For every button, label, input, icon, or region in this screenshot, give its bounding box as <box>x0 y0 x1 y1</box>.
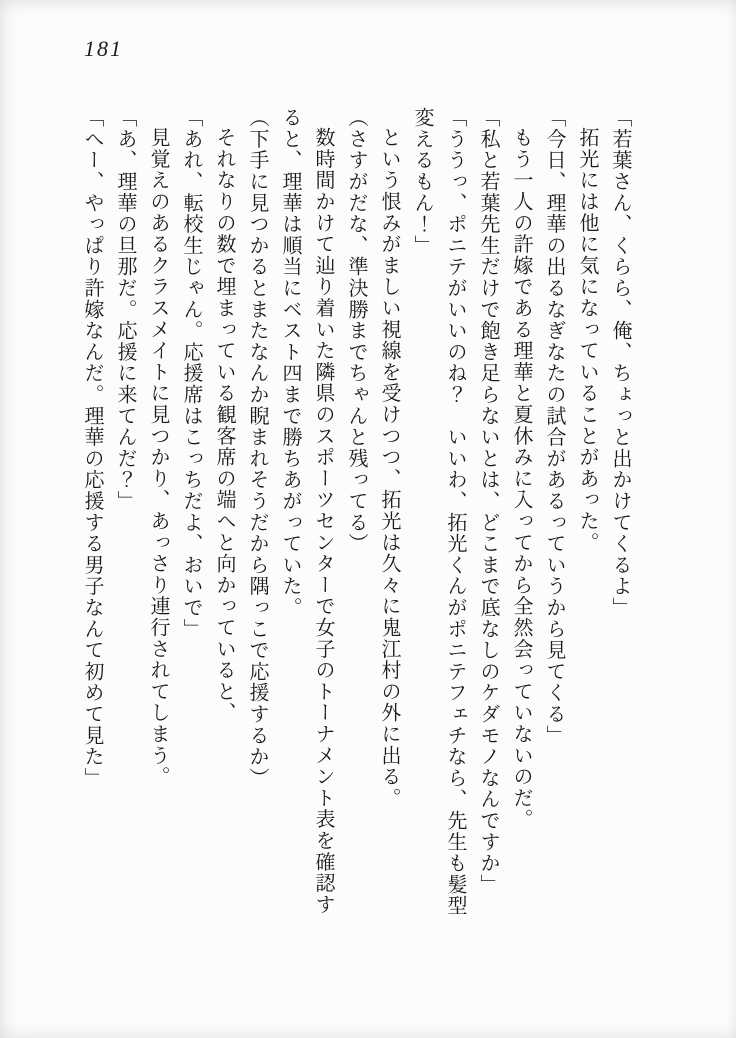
text-line: 「今日、理華の出るなぎなたの試合があるっていうから見てくる」 <box>543 107 565 746</box>
text-line: 変えるもん！」 <box>411 107 433 257</box>
page-number: 181 <box>84 36 123 61</box>
text-line: 「へー、やっぱり許嫁なんだ。理華の応援する男子なんて初めて見た」 <box>81 107 103 789</box>
text-line: （さすがだな、準決勝までちゃんと残ってる） <box>345 107 367 555</box>
text-line: 「あれ、転校生じゃん。応援席はこっちだよ、おいで」 <box>180 107 202 640</box>
text-line: ると、理華は順当にベスト四まで勝ちあがっていた。 <box>279 107 301 619</box>
text-line: 見覚えのあるクラスメイトに見つかり、あっさり連行されてしまう。 <box>147 127 169 788</box>
text-block <box>75 107 636 957</box>
text-line: 「ううっ、ポニテがいいのね？ いいわ、拓光くんがポニテフェチなら、先生も髪型 <box>444 107 466 917</box>
text-line: 数時間かけて辿り着いた隣県のスポーツセンターで女子のトーナメント表を確認す <box>312 127 334 916</box>
text-line: 「私と若葉先生だけで飽き足らないとは、どこまで底なしのケダモノなんですか」 <box>477 107 499 896</box>
text-line: 「若葉さん、くらら、俺、ちょっと出かけてくるよ」 <box>609 107 631 619</box>
text-line: 拓光には他に気になっていることがあった。 <box>576 127 598 553</box>
text-line: もう一人の許嫁である理華と夏休みに入ってから全然会っていないのだ。 <box>510 127 532 830</box>
text-line: （下手に見つかるとまたなんか睨まれそうだから隅っこで応援するか） <box>246 107 268 789</box>
text-line: 「あ、理華の旦那だ。応援に来てんだ？」 <box>114 107 136 512</box>
text-line: という恨みがましい視線を受けつつ、拓光は久々に鬼江村の外に出る。 <box>378 127 400 809</box>
text-line: それなりの数で埋まっている観客席の端へと向かっていると、 <box>213 127 235 724</box>
